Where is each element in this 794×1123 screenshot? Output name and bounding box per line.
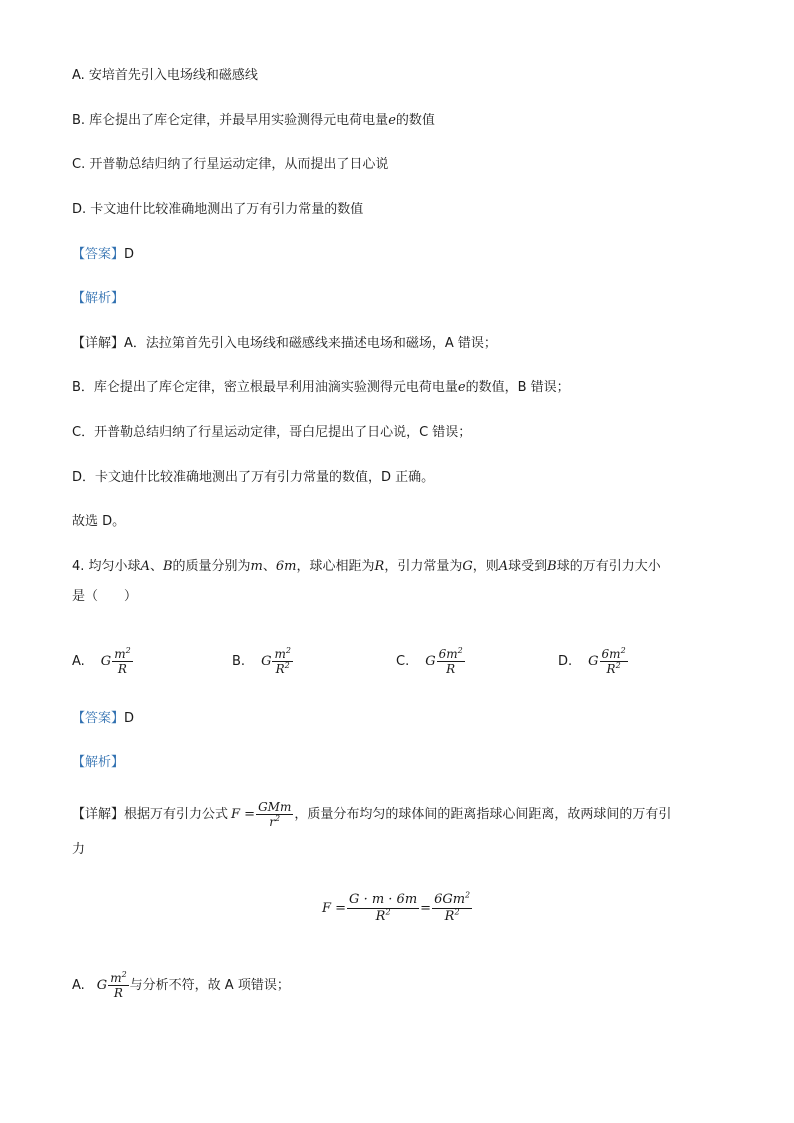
force-equation (322, 892, 473, 925)
equation-fraction-1 (347, 892, 419, 925)
numerator-exponent: 2 (457, 646, 463, 655)
option-fraction (600, 647, 628, 676)
q4-answer (72, 709, 134, 729)
formula-lhs: F = (231, 807, 256, 822)
q4-var-m: m (250, 559, 263, 574)
q4-var-r: R (374, 559, 385, 574)
option-label: C. (396, 654, 410, 669)
numerator-exponent: 2 (125, 646, 131, 655)
q3-detail-b-e: e (457, 380, 466, 395)
option-g: G (261, 654, 272, 669)
q4-option-b (232, 647, 294, 676)
q3-detail-b (72, 378, 570, 398)
option-fraction (112, 647, 132, 676)
q3-option-c: C. 开普勒总结归纳了行星运动定律，从而提出了日心说 (72, 157, 389, 172)
fraction-numerator: m (274, 647, 286, 661)
q4-option-d (558, 647, 629, 676)
q4-var-g: G (462, 559, 473, 574)
equation-numerator-1: G · m · 6m (349, 892, 418, 907)
q4-answer-value: D (124, 711, 135, 726)
fraction-numerator: m (110, 971, 122, 985)
q4-number: 4. (72, 559, 85, 574)
q3-detail-b-text: B．库仑提出了库仑定律，密立根最早利用油滴实验测得元电荷电量 (72, 380, 458, 395)
q3-analysis-label: 【解析】 (72, 291, 125, 306)
q4-var-a: A (498, 559, 509, 574)
equation-denominator-1: R (375, 909, 386, 924)
q3-option-b-text: B. 库仑提出了库仑定律，并最早用实验测得元电荷电量 (72, 113, 389, 128)
q4-stem-text: ，球心相距为 (296, 559, 375, 574)
equation-lhs: F = (322, 901, 347, 916)
q4-stem-text: 球的万有引力大小 (556, 559, 661, 574)
q3-answer-value: D (124, 247, 135, 262)
equation-denominator-1-exponent: 2 (385, 907, 391, 917)
option-label: A. (72, 978, 85, 993)
fraction-denominator: R (113, 986, 123, 1000)
option-g: G (425, 654, 436, 669)
equation-denominator-2-exponent: 2 (454, 907, 460, 917)
option-fraction (437, 647, 465, 676)
q4-analysis-label: 【解析】 (72, 755, 125, 770)
q3-option-b-e: e (388, 113, 396, 128)
fraction-numerator: 6m (438, 647, 458, 661)
option-label: B. (232, 654, 246, 669)
equation-numerator-2: 6Gm (434, 892, 466, 907)
q4-stem-text: 球受到 (508, 559, 548, 574)
q3-detail-d: D．卡文迪什比较准确地测出了万有引力常量的数值，D 正确。 (72, 470, 435, 485)
option-label: A. (72, 654, 85, 669)
equation-equals: = (420, 901, 432, 916)
q3-detail-c: C．开普勒总结归纳了行星运动定律，哥白尼提出了日心说，C 错误； (72, 425, 472, 440)
option-label: D. (558, 654, 573, 669)
denominator-exponent: 2 (284, 661, 290, 670)
q4-stem-text: 、 (149, 559, 163, 574)
q4-detail-line2: 力 (72, 842, 86, 857)
fraction-numerator: m (114, 647, 126, 661)
q3-option-b (72, 111, 435, 131)
formula-denominator: r (269, 815, 276, 829)
q4-var-b: B (547, 559, 557, 574)
q4-last-tail: 与分析不符，故 A 项错误； (129, 978, 290, 993)
fraction-denominator: R (275, 662, 285, 676)
q4-option-c (396, 647, 466, 676)
q3-detail-b-tail: 的数值，B 错误； (465, 380, 570, 395)
equation-denominator-2: R (444, 909, 455, 924)
q4-detail-pre: 根据万有引力公式 (124, 807, 229, 822)
fraction-denominator: R (117, 662, 127, 676)
detail-label: 【详解】 (72, 807, 125, 822)
q3-option-d: D. 卡文迪什比较准确地测出了万有引力常量的数值 (72, 202, 364, 217)
option-fraction (108, 971, 128, 1000)
q4-var-6m: 6m (275, 559, 297, 574)
q4-stem-text: ，引力常量为 (384, 559, 463, 574)
q4-stem-text: ，则 (472, 559, 499, 574)
gravity-formula (256, 800, 293, 829)
q4-option-a (72, 647, 134, 676)
q4-stem-text: 均匀小球 (88, 559, 141, 574)
detail-label: 【详解】 (72, 336, 125, 351)
formula-numerator: GMm (258, 800, 292, 814)
q3-conclusion: 故选 D。 (72, 514, 126, 529)
denominator-exponent: 2 (615, 661, 621, 670)
q4-option-a-analysis (72, 971, 290, 1000)
numerator-exponent: 2 (620, 646, 626, 655)
q4-stem-text: 的质量分别为 (172, 559, 251, 574)
equation-numerator-2-exponent: 2 (465, 890, 471, 900)
q4-var-b: B (162, 559, 173, 574)
option-fraction (272, 647, 292, 676)
q4-var-a: A (140, 559, 150, 574)
q3-option-a: A. 安培首先引入电场线和磁感线 (72, 68, 258, 83)
option-g: G (96, 978, 108, 993)
q3-answer (72, 245, 134, 265)
q3-option-b-tail: 的数值 (395, 113, 435, 128)
formula-denominator-exponent: 2 (275, 814, 281, 823)
q4-stem-line2: 是（ ） (72, 589, 138, 604)
q3-detail-a-text: A．法拉第首先引入电场线和磁感线来描述电场和磁场，A 错误； (124, 336, 497, 351)
option-g: G (100, 654, 112, 669)
equation-fraction-2 (432, 892, 472, 925)
q3-detail-a (72, 334, 497, 354)
q4-stem-text: 、 (262, 559, 276, 574)
fraction-numerator: 6m (601, 647, 621, 661)
numerator-exponent: 2 (285, 646, 291, 655)
answer-label: 【答案】 (72, 711, 125, 726)
q4-stem (72, 557, 661, 577)
q4-detail (72, 800, 671, 829)
q4-detail-post: ，质量分布均匀的球体间的距离指球心间距离，故两球间的万有引 (294, 807, 672, 822)
fraction-denominator: R (446, 662, 456, 676)
fraction-denominator: R (606, 662, 616, 676)
answer-label: 【答案】 (72, 247, 125, 262)
option-g: G (588, 654, 599, 669)
numerator-exponent: 2 (121, 970, 127, 979)
